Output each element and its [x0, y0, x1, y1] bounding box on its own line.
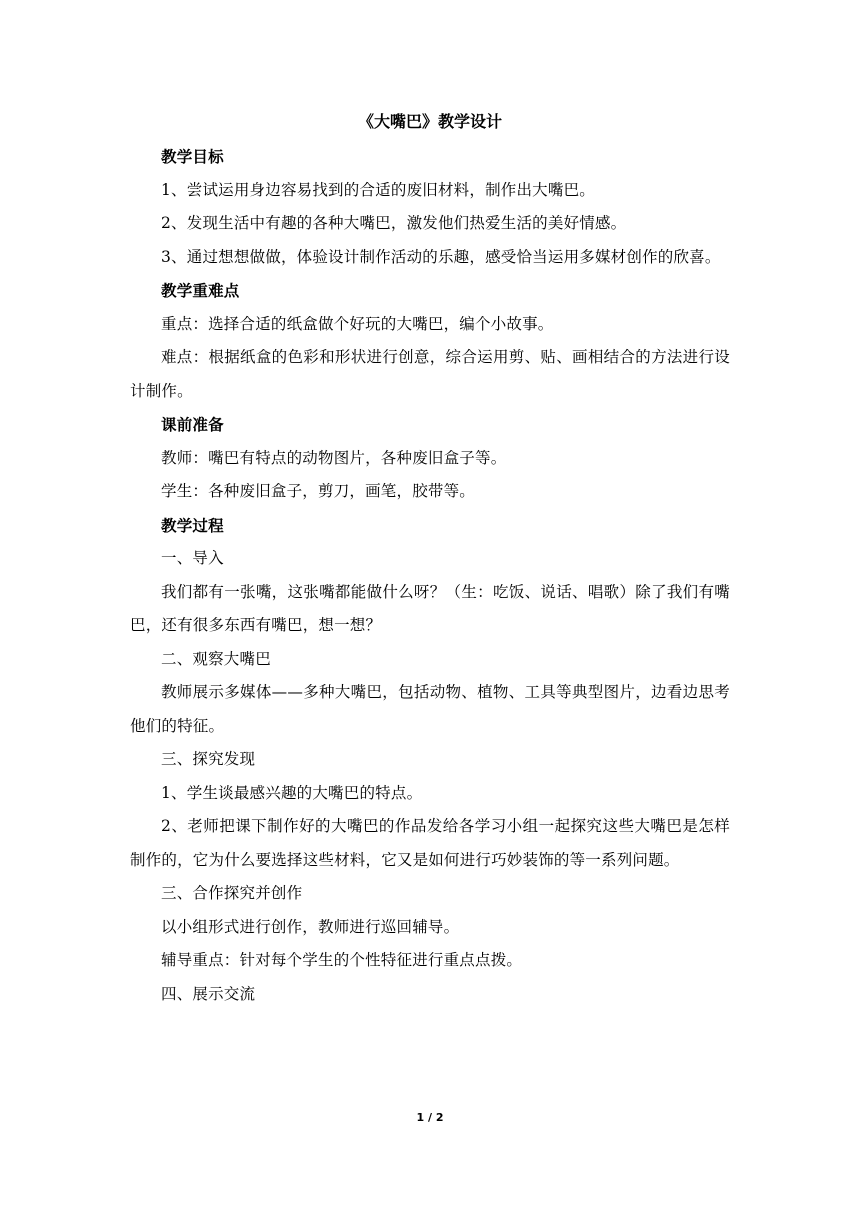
document-body	[130, 108, 730, 1011]
section-heading: 教学过程	[161, 515, 224, 535]
paragraph: 3、通过想想做做，体验设计制作活动的乐趣，感受恰当运用多媒材创作的欣喜。	[161, 247, 721, 266]
paragraph: 教师：嘴巴有特点的动物图片，各种废旧盒子等。	[161, 448, 507, 467]
paragraph: 三、探究发现	[161, 750, 256, 768]
section-heading: 教学重难点	[161, 281, 240, 300]
section-heading: 教学目标	[161, 147, 224, 166]
page-number: 1 / 2	[416, 1111, 444, 1124]
paragraph: 二、观察大嘴巴	[161, 649, 271, 668]
paragraph-list	[130, 140, 730, 1011]
paragraph: 我们都有一张嘴，这张嘴都能做什么呀？（生：吃饭、说话、唱歌）除了我们有嘴巴，还有很多东西有嘴巴，想一想？	[130, 582, 730, 634]
section-heading: 课前准备	[161, 415, 224, 434]
paragraph: 一、导入	[161, 549, 224, 567]
paragraph: 三、合作探究并创作	[161, 884, 303, 902]
paragraph: 重点：选择合适的纸盒做个好玩的大嘴巴，编个小故事。	[161, 314, 554, 333]
paragraph: 1、学生谈最感兴趣的大嘴巴的特点。	[161, 783, 423, 802]
paragraph: 教师展示多媒体——多种大嘴巴，包括动物、植物、工具等典型图片，边看边思考他们的特征。	[130, 683, 730, 735]
paragraph: 四、展示交流	[161, 984, 256, 1003]
paragraph: 2、老师把课下制作好的大嘴巴的作品发给各学习小组一起探究这些大嘴巴是怎样制作的，它为什么要选择这些材料，它又是如何进行巧妙装饰的等一系列问题。	[130, 817, 730, 869]
paragraph: 辅导重点：针对每个学生的个性特征进行重点点拨。	[161, 951, 523, 969]
paragraph: 难点：根据纸盒的色彩和形状进行创意，综合运用剪、贴、画相结合的方法进行设计制作。	[130, 348, 730, 400]
paragraph: 学生：各种废旧盒子，剪刀，画笔，胶带等。	[161, 482, 476, 500]
paragraph: 1、尝试运用身边容易找到的合适的废旧材料，制作出大嘴巴。	[161, 180, 595, 199]
document-title: 《大嘴巴》教学设计	[357, 112, 502, 131]
paragraph: 2、发现生活中有趣的各种大嘴巴，激发他们热爱生活的美好情感。	[161, 214, 627, 232]
paragraph: 以小组形式进行创作，教师进行巡回辅导。	[161, 917, 460, 936]
